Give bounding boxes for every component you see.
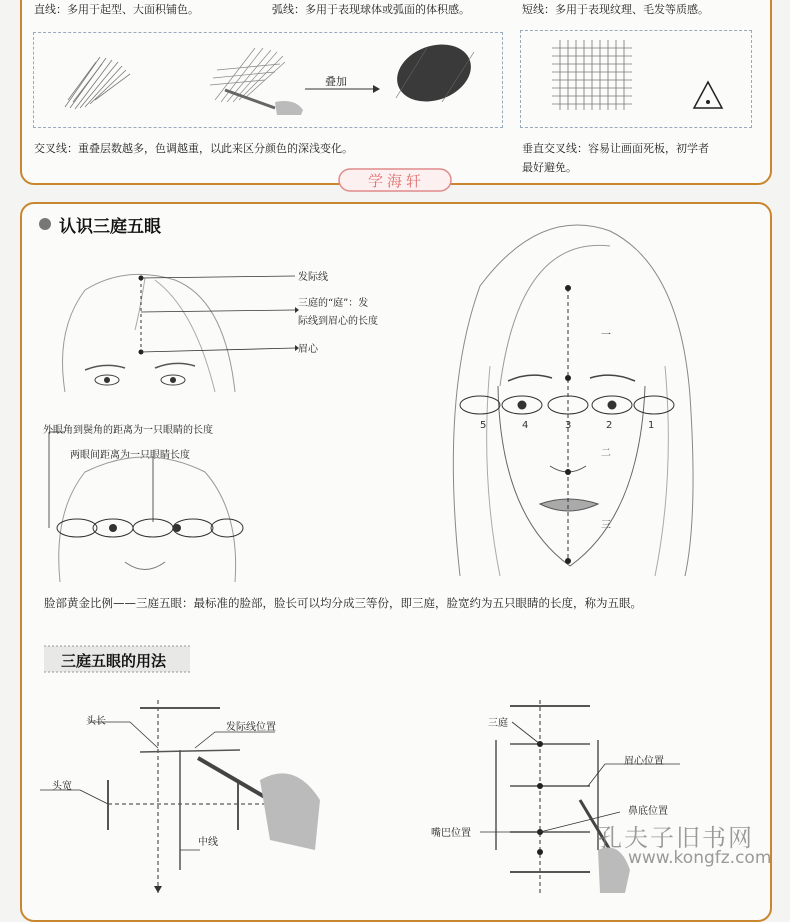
eye-number-5: 5 bbox=[480, 420, 487, 431]
full-face-sketch bbox=[440, 216, 700, 576]
caption-straight: 直线：多用于起型、大面积铺色。 bbox=[34, 3, 199, 16]
caption-vertical-cross-2: 最好避免。 bbox=[522, 161, 577, 174]
section-bullet-icon bbox=[39, 218, 51, 230]
stamp-text: 学海轩 bbox=[368, 172, 426, 190]
warning-icon bbox=[692, 80, 724, 110]
hatch-sketch-1 bbox=[60, 52, 140, 112]
hatch-sketch-2 bbox=[205, 40, 305, 115]
usage-diagram-left bbox=[40, 700, 330, 893]
eye-number-4: 4 bbox=[522, 420, 529, 431]
label-mouth-pos: 嘴巴位置 bbox=[431, 828, 471, 839]
label-head-width: 头宽 bbox=[52, 781, 72, 792]
label-ting-1: 三庭的“庭”：发 bbox=[298, 298, 369, 309]
label-nose-pos: 鼻底位置 bbox=[628, 806, 668, 817]
label-eye-gap: 两眼间距离为一只眼睛长度 bbox=[70, 450, 190, 461]
overlay-label: 叠加 bbox=[325, 75, 347, 88]
description-text: 脸部黄金比例——三庭五眼：最标准的脸部，脸长可以均分成三等份，即三庭，脸宽约为五只眼睛的长度，称为五眼。 bbox=[44, 596, 642, 610]
eye-number-2: 2 bbox=[606, 420, 613, 431]
watermark-url: www.kongfz.com bbox=[628, 848, 772, 868]
label-center-line: 中线 bbox=[198, 837, 218, 848]
label-head-length: 头长 bbox=[86, 716, 106, 727]
section-title: 认识三庭五眼 bbox=[59, 217, 161, 237]
label-brow-pos: 眉心位置 bbox=[624, 756, 664, 767]
hatch-sketch-3 bbox=[392, 40, 477, 110]
third-label-1: 一 bbox=[601, 330, 611, 341]
label-hairline-pos: 发际线位置 bbox=[226, 722, 276, 733]
caption-cross: 交叉线：重叠层数越多，色调越重，以此来区分颜色的深浅变化。 bbox=[34, 142, 353, 155]
third-label-3: 三 bbox=[601, 520, 611, 531]
usage-title: 三庭五眼的用法 bbox=[61, 652, 167, 670]
label-ting-2: 际线到眉心的长度 bbox=[298, 316, 378, 327]
eye-width-sketch bbox=[45, 432, 245, 582]
label-three-ting: 三庭 bbox=[488, 718, 508, 729]
label-brow-center: 眉心 bbox=[298, 344, 318, 355]
forehead-sketch bbox=[45, 270, 245, 392]
caption-arc: 弧线：多用于表现球体或弧面的体积感。 bbox=[272, 3, 470, 16]
third-label-2: 二 bbox=[601, 448, 611, 459]
eye-number-3: 3 bbox=[565, 420, 572, 431]
caption-short: 短线：多用于表现纹理、毛发等质感。 bbox=[522, 3, 709, 16]
watermark-name: 孔夫子旧书网 bbox=[598, 824, 754, 852]
eye-number-1: 1 bbox=[648, 420, 655, 431]
label-outer-eye: 外眼角到鬓角的距离为一只眼睛的长度 bbox=[43, 425, 213, 436]
caption-vertical-cross-1: 垂直交叉线：容易让画面死板，初学者 bbox=[522, 142, 709, 155]
label-hairline: 发际线 bbox=[298, 272, 328, 283]
overlay-arrow-icon bbox=[305, 84, 380, 94]
grid-hatch bbox=[552, 40, 632, 110]
